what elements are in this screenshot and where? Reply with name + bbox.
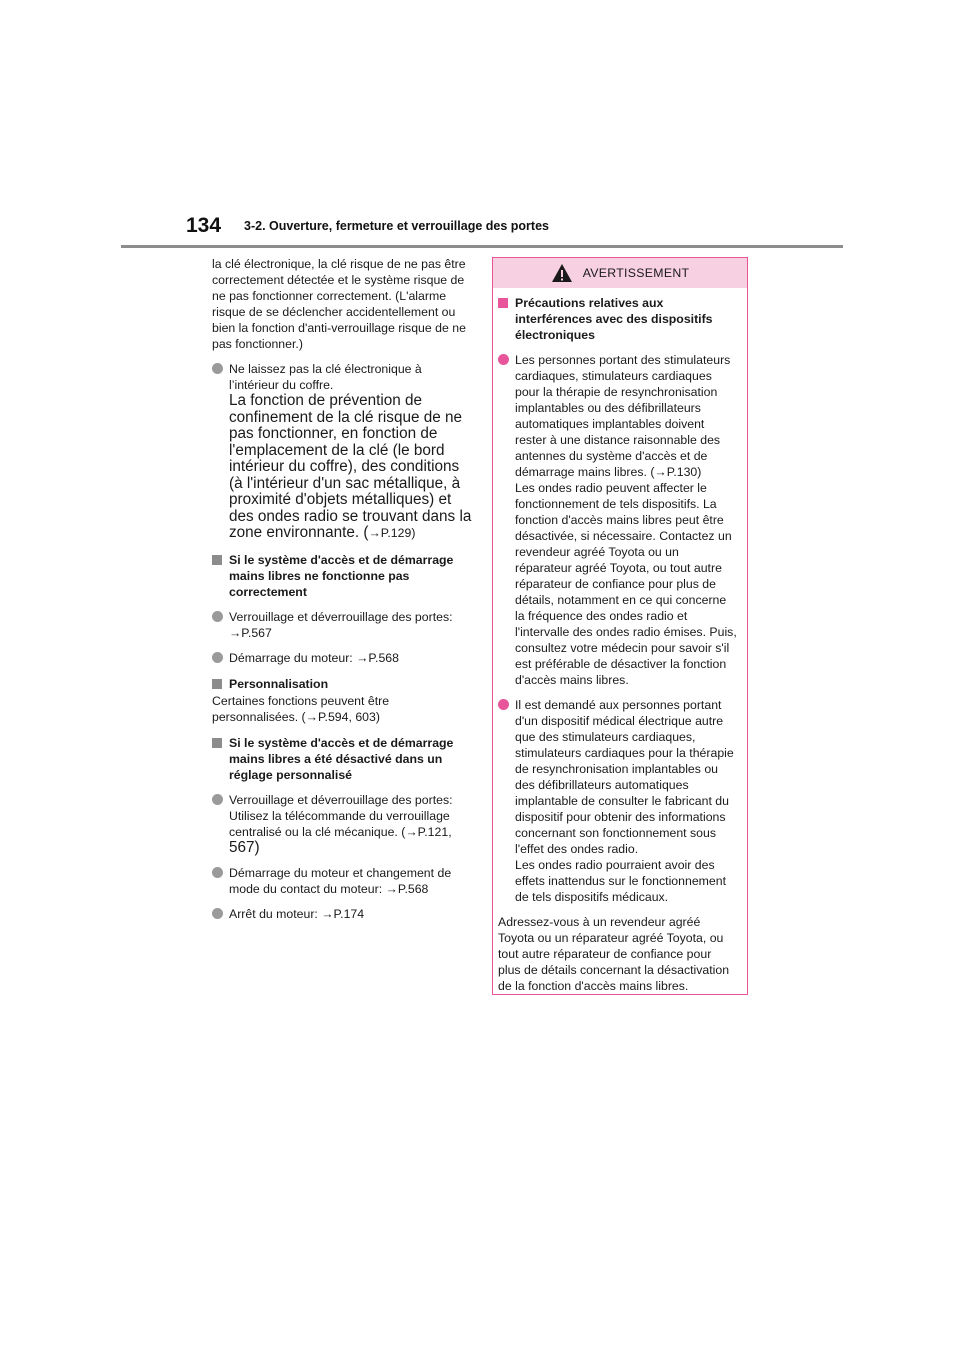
section-square-icon [212, 738, 222, 748]
left-column [212, 256, 474, 922]
warning-item-text: Il est demandé aux personnes portant d'un dispositif médical électrique autre que des stimulateurs cardiaques, stimulateurs cardiaques pour la thérapie de resynchronisation implantables ou des défibrillateurs automatiques implantable de consulter le fabricant du dispositif pour obtenir des informations concernant son fonctionnement sous l'effet des ondes radio. [515, 698, 734, 856]
bullet-dot-icon [212, 363, 223, 374]
warning-header [493, 258, 747, 288]
bullet-dot-icon [212, 908, 223, 919]
chapter-title: 3-2. Ouverture, fermeture et verrouillage des portes [244, 219, 549, 233]
warning-item-medical-device [498, 697, 737, 905]
header-divider [121, 245, 843, 248]
warning-item-text: Les ondes radio pourraient avoir des effets inattendus sur le fonctionnement de tels dispositifs médicaux. [515, 858, 727, 904]
list-item [212, 865, 474, 897]
bullet-trunk-detail-text: La fonction de prévention de confinement de la clé risque de ne pas fonctionner, en fonction de l'emplacement de la clé (le bord intérieur du coffre), des conditions (à l'intérieur d'un sac métallique, à proximité d'objets métalliques) et des ondes radio se trouvant dans la zone environnante. ( [229, 392, 472, 541]
bullet-trunk [212, 361, 474, 542]
warning-section-title: Précautions relatives aux interférences avec des dispositifs électroniques [515, 296, 713, 342]
intro-paragraph: la clé électronique, la clé risque de ne pas être correctement détectée et le système risque de ne pas fonctionner correctement. (L'alarme risque de se déclencher accidentellement ou bien la fonction d'anti-verrouillage risque de ne pas fonctionner.) [212, 257, 466, 351]
list-item [212, 650, 474, 666]
list-item [212, 792, 474, 857]
section-disabled [212, 735, 474, 783]
list-item-text: Verrouillage et déverrouillage des portes: Utilisez la télécommande du verrouillage centralisé ou la clé mécanique. (→P.121, [229, 792, 453, 839]
bullet-dot-icon [212, 611, 223, 622]
warning-title: AVERTISSEMENT [582, 266, 690, 280]
list-item-text: Démarrage du moteur: →P.568 [229, 650, 399, 665]
list-item-text: Verrouillage et déverrouillage des portes: →P.567 [229, 609, 453, 640]
warning-closing: Adressez-vous à un revendeur agréé Toyota ou un réparateur agréé Toyota, ou tout autre réparateur de confiance pour plus de détails concernant la désactivation de la fonction d'accès mains libres. [498, 915, 730, 993]
warning-body [493, 288, 747, 994]
section-custom [212, 676, 474, 692]
warning-item-text: Les ondes radio peuvent affecter le fonctionnement de tels dispositifs. La fonction d'accès mains libres peut être désactivée, si nécessaire. Contactez un revendeur agréé Toyota ou un réparateur agréé Toyota, ou tout autre réparateur de confiance pour plus de détails, notamment en ce qui concerne la fréquence des ondes radio et l'intervalle des ondes radio émises. Puis, consultez votre médecin pour savoir s'il est préférable de désactiver la fonction d'accès mains libres. [515, 481, 737, 687]
list-item [212, 906, 474, 922]
bullet-trunk-detail [229, 393, 474, 542]
section-square-icon [212, 555, 222, 565]
page-ref-567: 567) [229, 838, 260, 856]
page-number: 134 [186, 214, 222, 237]
bullet-dot-icon [212, 652, 223, 663]
bullet-trunk-text: Ne laissez pas la clé électronique à l’intérieur du coffre. [229, 362, 422, 392]
section-square-icon [498, 298, 508, 308]
warning-box [492, 257, 748, 995]
warning-section [498, 295, 737, 343]
custom-text: Certaines fonctions peuvent être personnalisées. (→P.594, 603) [212, 693, 390, 724]
warning-item-pacemaker [498, 352, 737, 688]
section-square-icon [212, 679, 222, 689]
list-item-text: Arrêt du moteur: →P.174 [229, 907, 365, 921]
section-disabled-title: Si le système d'accès et de démarrage mains libres a été désactivé dans un réglage personnalisé [229, 735, 454, 782]
bullet-dot-icon [498, 699, 509, 710]
warning-item-text: Les personnes portant des stimulateurs cardiaques, stimulateurs cardiaques pour la thérapie de resynchronisation implantables ou des défibrillateurs automatiques implantables doivent rester à une distance raisonnable des antennes du système d'accès et de démarrage mains libres. (→P.130) [515, 353, 731, 479]
bullet-dot-icon [212, 794, 223, 805]
section-malfunction [212, 552, 474, 600]
list-item-text: Démarrage du moteur et changement de mode du contact du moteur: →P.568 [229, 866, 452, 896]
section-malfunction-title: Si le système d'accès et de démarrage mains libres ne fonctionne pas correctement [229, 552, 454, 599]
warning-triangle-icon [551, 263, 573, 283]
page-ref-129: →P.129) [368, 526, 416, 540]
bullet-dot-icon [212, 867, 223, 878]
bullet-dot-icon [498, 354, 509, 365]
section-custom-title: Personnalisation [229, 676, 329, 691]
list-item [212, 609, 474, 641]
